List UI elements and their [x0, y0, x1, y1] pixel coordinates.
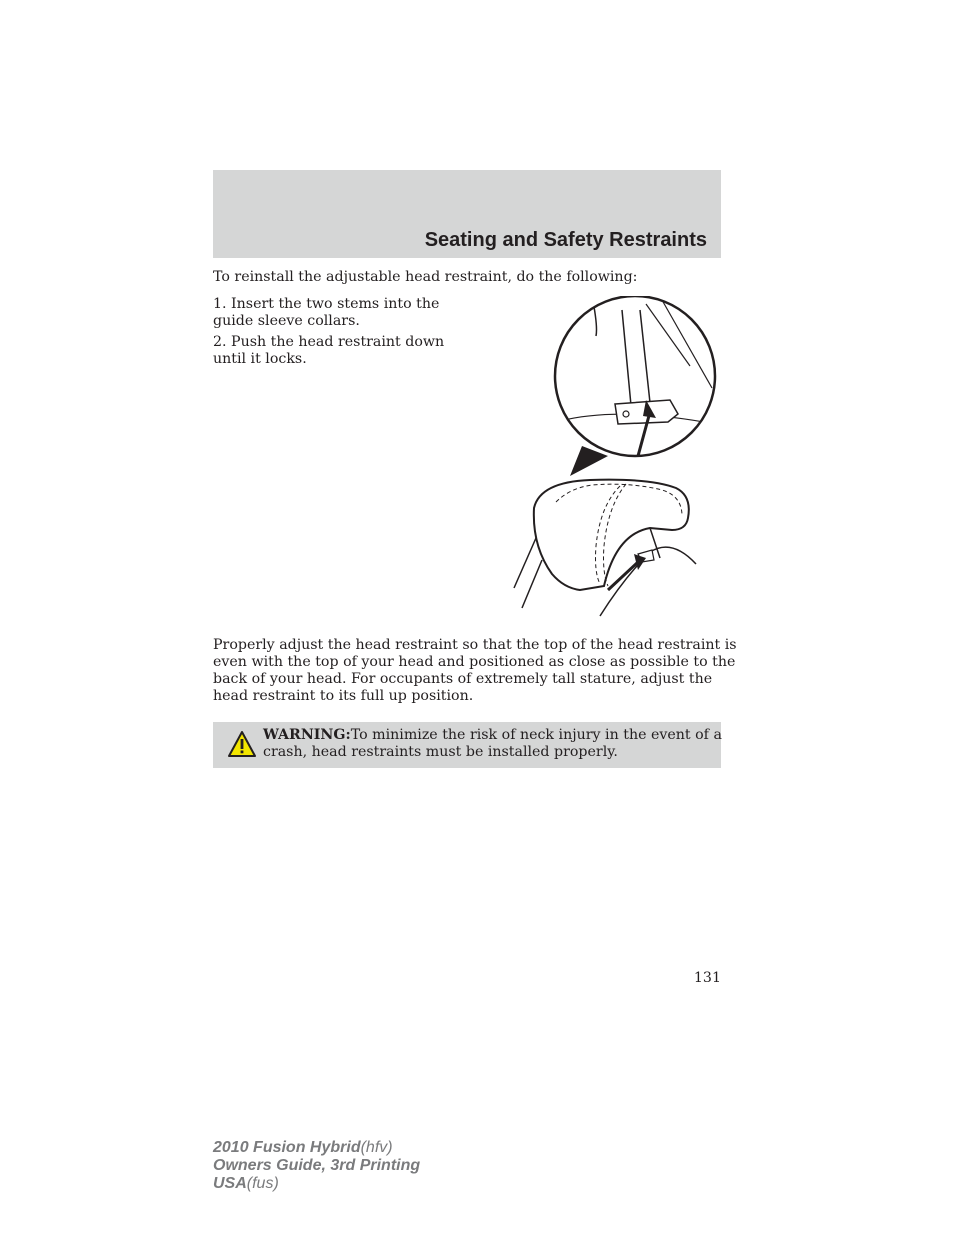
step-1 — [213, 296, 453, 330]
document-footer — [213, 1139, 420, 1193]
warning-label: WARNING: — [263, 727, 351, 743]
step-1-line-2: guide sleeve collars. — [213, 313, 360, 329]
intro-text: To reinstall the adjustable head restraint, do the following: — [213, 269, 638, 285]
warning-line-1-text: To minimize the risk of neck injury in the event of a — [350, 727, 722, 743]
footer-line-2 — [213, 1157, 420, 1175]
step-2-line-1: 2. Push the head restraint down — [213, 334, 445, 350]
footer-model: 2010 Fusion Hybrid — [213, 1139, 361, 1156]
warning-triangle-icon — [227, 730, 257, 758]
footer-model-code: (hfv) — [360, 1139, 393, 1156]
footer-line-3 — [213, 1175, 420, 1193]
head-restraint-illustration — [500, 296, 722, 626]
section-title: Seating and Safety Restraints — [424, 229, 707, 251]
page-number: 131 — [693, 970, 721, 986]
paragraph-line-4: head restraint to its full up position. — [213, 688, 474, 704]
footer-market: USA — [213, 1175, 247, 1192]
warning-line-2: crash, head restraints must be installed properly. — [263, 744, 618, 760]
step-2 — [213, 334, 453, 368]
step-2-line-2: until it locks. — [213, 351, 307, 367]
warning-text — [263, 727, 722, 761]
paragraph-line-3: back of your head. For occupants of extremely tall stature, adjust the — [213, 671, 713, 687]
warning-box — [213, 722, 721, 768]
paragraph-line-1: Properly adjust the head restraint so that the top of the head restraint is — [213, 637, 737, 653]
head-restraint-pad — [514, 480, 696, 616]
footer-line-1 — [213, 1139, 420, 1157]
warning-line-1 — [263, 727, 722, 744]
step-1-line-1: 1. Insert the two stems into the — [213, 296, 440, 312]
section-header-band — [213, 170, 721, 258]
callout-pointer — [570, 446, 608, 476]
footer-market-code: (fus) — [246, 1175, 279, 1192]
adjustment-paragraph — [213, 637, 737, 705]
paragraph-line-2: even with the top of your head and positioned as close as possible to the — [213, 654, 736, 670]
footer-guide: Owners Guide, 3rd Printing — [213, 1157, 421, 1174]
